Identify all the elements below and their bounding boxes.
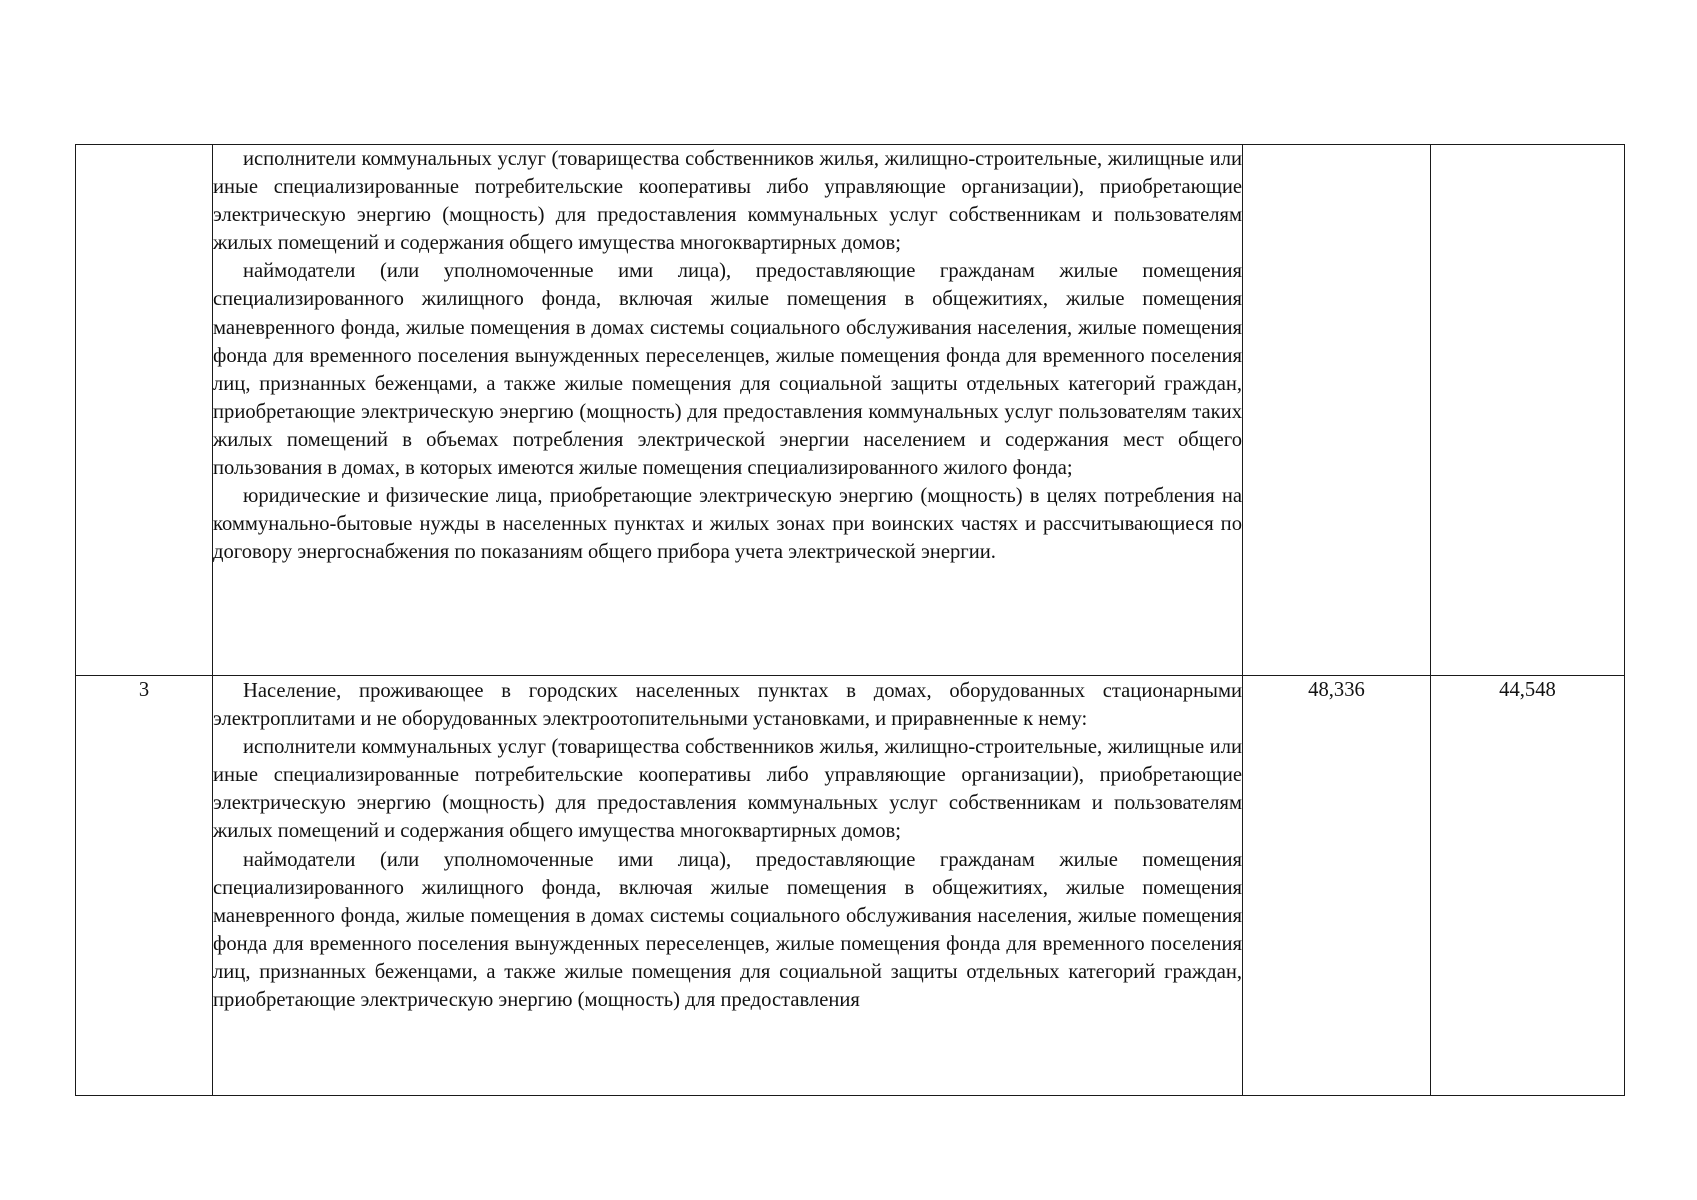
tariff-value-cell-2: 44,548 [1431,676,1625,1096]
description-paragraph: юридические и физические лица, приобретающие электрическую энергию (мощность) в целях потребления на коммунально-бытовые нужды в населенных пунктах и жилых зонах при воинских частях и рассчитывающиеся по договору энергоснабжения по показаниям общего прибора учета электрической энергии. [213,485,1242,564]
consumer-description-cell [213,676,1243,1096]
tariff-value-cell-1: 48,336 [1243,676,1431,1096]
consumer-description-cell [213,145,1243,676]
description-paragraph: Население, проживающее в городских населенных пунктах в домах, оборудованных стационарными электроплитами и не оборудованных электроотопительными установками, и приравненные к нему: [213,680,1242,731]
tariff-value-cell-1 [1243,145,1431,676]
table-row [76,676,1625,1096]
row-number-cell [76,145,213,676]
description-paragraph: исполнители коммунальных услуг (товарищества собственников жилья, жилищно-строительные, жилищные или иные специализированные потребительские кооперативы либо управляющие организации), приобретающие электрическую энергию (мощность) для предоставления коммунальных услуг собственникам и пользователям жилых помещений и содержания общего имущества многоквартирных домов; [213,148,1242,255]
tariff-value-cell-2 [1431,145,1625,676]
table-row [76,145,1625,676]
description-paragraph: наймодатели (или уполномоченные ими лица), предоставляющие гражданам жилые помещения специализированного жилищного фонда, включая жилые помещения в общежитиях, жилые помещения маневренного фонда, жилые помещения в домах системы социального обслуживания населения, жилые помещения фонда для временного поселения вынужденных переселенцев, жилые помещения фонда для временного поселения лиц, признанных беженцами, а также жилые помещения для социальной защиты отдельных категорий граждан, приобретающие электрическую энергию (мощность) для предоставления коммунальных услуг пользователям таких жилых помещений в объемах потребления электрической энергии населением и содержания мест общего пользования в домах, в которых имеются жилые помещения специализированного жилого фонда; [213,260,1242,480]
tariff-table [75,144,1625,1096]
description-paragraph: исполнители коммунальных услуг (товарищества собственников жилья, жилищно-строительные, жилищные или иные специализированные потребительские кооперативы либо управляющие организации), приобретающие электрическую энергию (мощность) для предоставления коммунальных услуг собственникам и пользователям жилых помещений и содержания общего имущества многоквартирных домов; [213,736,1242,843]
description-paragraph: наймодатели (или уполномоченные ими лица), предоставляющие гражданам жилые помещения специализированного жилищного фонда, включая жилые помещения в общежитиях, жилые помещения маневренного фонда, жилые помещения в домах системы социального обслуживания населения, жилые помещения фонда для временного поселения вынужденных переселенцев, жилые помещения фонда для временного поселения лиц, признанных беженцами, а также жилые помещения для социальной защиты отдельных категорий граждан, приобретающие электрическую энергию (мощность) для предоставления [213,848,1242,1012]
row-number-cell: 3 [76,676,213,1096]
